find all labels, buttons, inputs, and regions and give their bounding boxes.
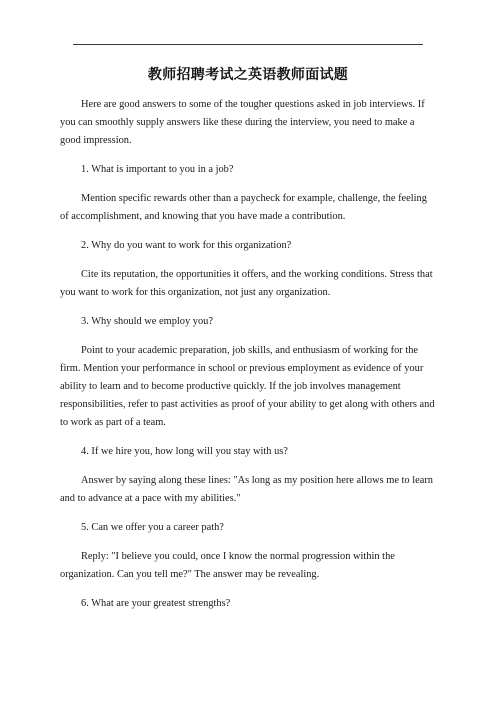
header-rule — [73, 44, 423, 45]
answer-4: Answer by saying along these lines: "As long as my position here allows me to learn and to advance at a pace with my abilities." — [60, 475, 433, 504]
question-3: 3. Why should we employ you? — [81, 316, 213, 327]
document-body — [60, 96, 436, 613]
answer-1: Mention specific rewards other than a paycheck for example, challenge, the feeling of accomplishment, and knowing that you have made a contribution. — [60, 193, 427, 222]
question-5: 5. Can we offer you a career path? — [81, 522, 224, 533]
question-4: 4. If we hire you, how long will you stay with us? — [81, 446, 288, 457]
page-title: 教师招聘考试之英语教师面试题 — [147, 67, 349, 83]
answer-5: Reply: "I believe you could, once I know the normal progression within the organization. Can you tell me?" The answer may be revealing. — [60, 551, 395, 580]
question-1: 1. What is important to you in a job? — [81, 164, 234, 175]
answer-3: Point to your academic preparation, job skills, and enthusiasm of working for the firm. Mention your performance in school or previous employment as evidence of your ability to learn and to become productive quickly. If the job involves management responsibilities, refer to past activities as proof of your ability to get along with others and to work as part of a team. — [60, 345, 435, 428]
answer-2: Cite its reputation, the opportunities it offers, and the working conditions. Stress that you want to work for this organization, not just any organization. — [60, 269, 433, 298]
question-2: 2. Why do you want to work for this organization? — [81, 240, 292, 251]
intro-paragraph: Here are good answers to some of the tougher questions asked in job interviews. If you can smoothly supply answers like these during the interview, you need to make a good impression. — [60, 99, 425, 146]
question-6: 6. What are your greatest strengths? — [81, 598, 231, 609]
